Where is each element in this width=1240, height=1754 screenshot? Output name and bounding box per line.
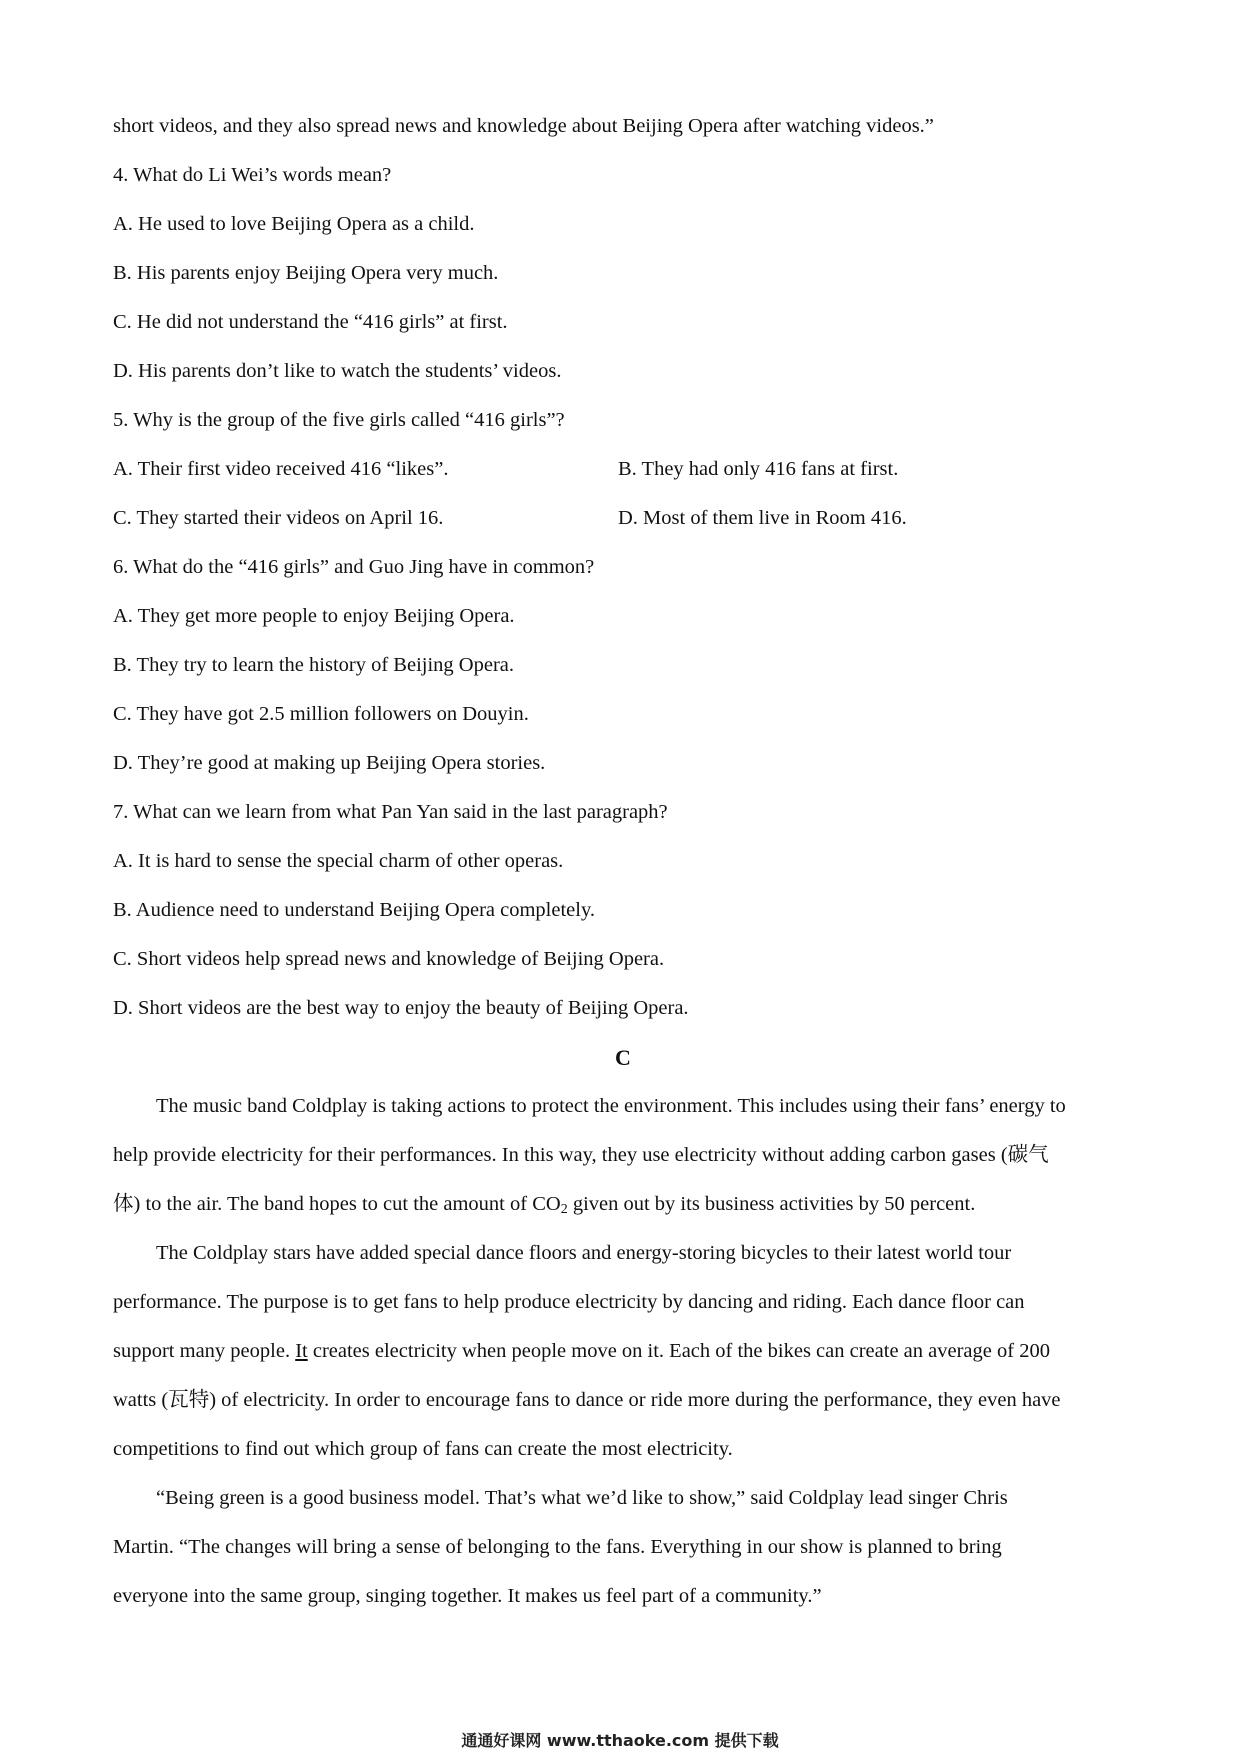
paragraph-3-line-2: Martin. “The changes will bring a sense of belonging to the fans. Everything in our show is planned to bring <box>113 1536 1002 1558</box>
paragraph-2-line-4: watts (瓦特) of electricity. In order to encourage fans to dance or ride more during the performance, they even have <box>113 1389 1061 1411</box>
underlined-it: It <box>295 1340 308 1362</box>
q7-option-d: D. Short videos are the best way to enjoy the beauty of Beijing Opera. <box>113 997 689 1019</box>
p1-line3-end: given out by its business activities by 50 percent. <box>567 1193 976 1215</box>
p2-line3-end: creates electricity when people move on it. Each of the bikes can create an average of 200 <box>307 1340 1050 1362</box>
q5-option-c: C. They started their videos on April 16. <box>113 507 444 529</box>
question-4: 4. What do Li Wei’s words mean? <box>113 164 392 186</box>
paragraph-3-line-3: everyone into the same group, singing together. It makes us feel part of a community.” <box>113 1585 822 1607</box>
paragraph-1-line-2: help provide electricity for their performances. In this way, they use electricity without adding carbon gases (碳气 <box>113 1144 1049 1166</box>
p2-line3-start: support many people. <box>113 1340 296 1362</box>
question-6: 6. What do the “416 girls” and Guo Jing have in common? <box>113 556 595 578</box>
q4-option-a: A. He used to love Beijing Opera as a child. <box>113 213 475 235</box>
q4-option-b: B. His parents enjoy Beijing Opera very much. <box>113 262 499 284</box>
section-c-heading: C <box>615 1045 631 1070</box>
page-content <box>113 102 1133 1621</box>
question-5: 5. Why is the group of the five girls called “416 girls”? <box>113 409 565 431</box>
paragraph-2-line-3 <box>113 1327 1133 1376</box>
p1-line3-start: 体) to the air. The band hopes to cut the amount of CO <box>113 1193 561 1215</box>
q7-option-c: C. Short videos help spread news and knowledge of Beijing Opera. <box>113 948 665 970</box>
q5-option-b: B. They had only 416 fans at first. <box>618 458 899 480</box>
paragraph-3-line-1: “Being green is a good business model. That’s what we’d like to show,” said Coldplay lead singer Chris <box>156 1487 1008 1509</box>
paragraph-1-line-1: The music band Coldplay is taking actions to protect the environment. This includes using their fans’ energy to <box>156 1095 1066 1117</box>
paragraph-2-line-5: competitions to find out which group of fans can create the most electricity. <box>113 1438 733 1460</box>
q7-option-b: B. Audience need to understand Beijing Opera completely. <box>113 899 595 921</box>
q4-option-d: D. His parents don’t like to watch the students’ videos. <box>113 360 562 382</box>
question-7: 7. What can we learn from what Pan Yan said in the last paragraph? <box>113 801 668 823</box>
q6-option-c: C. They have got 2.5 million followers on Douyin. <box>113 703 529 725</box>
passage-continuation: short videos, and they also spread news and knowledge about Beijing Opera after watching videos.” <box>113 115 934 137</box>
q5-options-row-1 <box>113 445 1133 494</box>
footer-watermark: 通通好课网 www.tthaoke.com 提供下载 <box>461 1731 779 1750</box>
q6-option-b: B. They try to learn the history of Beijing Opera. <box>113 654 514 676</box>
q4-option-c: C. He did not understand the “416 girls” at first. <box>113 311 508 333</box>
q5-option-d: D. Most of them live in Room 416. <box>618 507 907 529</box>
co2-subscript: 2 <box>560 1202 568 1217</box>
q6-option-d: D. They’re good at making up Beijing Opera stories. <box>113 752 546 774</box>
paragraph-1-line-3 <box>113 1180 1133 1229</box>
q5-option-a: A. Their first video received 416 “likes”. <box>113 458 449 480</box>
q7-option-a: A. It is hard to sense the special charm of other operas. <box>113 850 564 872</box>
q5-options-row-2 <box>113 494 1133 543</box>
paragraph-2-line-1: The Coldplay stars have added special dance floors and energy-storing bicycles to their latest world tour <box>156 1242 1012 1264</box>
paragraph-2-line-2: performance. The purpose is to get fans to help produce electricity by dancing and riding. Each dance floor can <box>113 1291 1025 1313</box>
q6-option-a: A. They get more people to enjoy Beijing Opera. <box>113 605 515 627</box>
